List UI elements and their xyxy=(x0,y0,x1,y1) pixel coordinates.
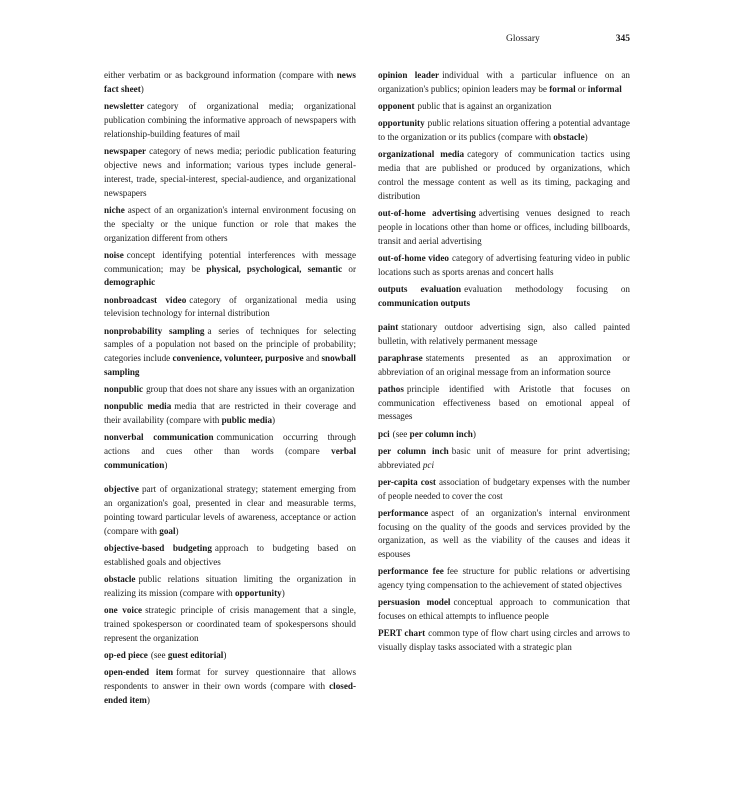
cross-reference: demographic xyxy=(104,277,156,288)
glossary-term: per column inch xyxy=(378,445,449,456)
glossary-entry xyxy=(104,325,356,381)
glossary-term: newsletter xyxy=(104,101,145,111)
cross-reference: snowball sampling xyxy=(104,353,356,378)
glossary-term: objective-based budgeting xyxy=(104,542,212,553)
cross-reference: news fact sheet xyxy=(104,70,356,94)
definition-text: and xyxy=(303,353,322,364)
glossary-term: objective xyxy=(104,484,139,495)
definition-text: format for survey questionnaire that allows respondents to answer in their own words (compare with xyxy=(104,666,356,691)
glossary-term: nonpublic media xyxy=(104,401,172,412)
cross-reference: convenience, volunteer, purposive xyxy=(172,353,304,364)
glossary-entry xyxy=(378,596,630,624)
definition-text: ) xyxy=(472,428,476,439)
definition-text: group that does not share any issues with an organization xyxy=(146,384,355,395)
cross-reference: public media xyxy=(221,415,273,426)
running-head xyxy=(380,34,630,50)
definition-text: public that is against an organization xyxy=(417,101,552,111)
glossary-entry xyxy=(104,204,356,246)
definition-text: category of organizational media; organizational publication combining the informative approach of newspapers with relationship-building features of mail xyxy=(104,101,356,139)
glossary-term: paint xyxy=(378,321,399,332)
glossary-term: PERT chart xyxy=(378,628,426,639)
definition-text: a series of techniques for selecting samples of a population not based on the principle of probability; categories include xyxy=(104,325,357,364)
definition-text: communication occurring through actions and cues other than words (compare xyxy=(104,432,356,457)
definition-text: part of organizational strategy; statement emerging from an organization's goal, presented in clear and measurable terms, pointing toward particular levels of awareness, acceptance or action (compare with xyxy=(104,484,356,536)
glossary-entry xyxy=(104,573,356,601)
glossary-entry xyxy=(104,383,356,397)
glossary-entry xyxy=(378,428,630,442)
definition-text: either verbatim or as background information (compare with xyxy=(104,70,337,80)
cross-reference: guest editorial xyxy=(167,649,224,660)
glossary-entry-continued xyxy=(104,69,356,97)
glossary-term: nonprobability sampling xyxy=(104,325,205,336)
glossary-term: opportunity xyxy=(378,118,425,129)
cross-reference: opportunity xyxy=(235,587,282,598)
definition-text: association of budgetary expenses with the number of people needed to cover the cost xyxy=(378,476,630,501)
glossary-entry xyxy=(104,483,356,539)
glossary-entry xyxy=(378,100,630,114)
glossary-entry xyxy=(378,283,630,311)
cross-reference: goal xyxy=(159,525,176,536)
cross-reference: formal xyxy=(549,83,576,94)
definition-text: ) xyxy=(223,649,227,660)
definition-text: media that are restricted in their coverage and their availability (compare with xyxy=(104,401,356,426)
definition-text: advertising venues designed to reach people in locations other than home or offices, including billboards, transit and aerial advertising xyxy=(378,207,630,246)
cross-reference: physical, psychological, semantic xyxy=(206,263,343,274)
cross-reference: verbal communication xyxy=(104,446,356,471)
definition-text: approach to budgeting based on established goals and objectives xyxy=(104,542,356,567)
definition-text: ) xyxy=(146,694,150,705)
glossary-entry xyxy=(104,649,356,663)
abbreviation: pci xyxy=(422,459,434,470)
glossary-term: performance fee xyxy=(378,566,444,577)
cross-reference: communication outputs xyxy=(378,297,471,308)
cross-reference: closed-ended item xyxy=(104,680,356,705)
cross-reference: informal xyxy=(587,83,622,94)
definition-text: principle identified with Aristotle that focuses on communication effectiveness based on emotional appeal of messages xyxy=(378,383,630,422)
glossary-entry xyxy=(378,321,630,349)
glossary-term: opponent xyxy=(378,101,415,111)
glossary-term: out-of-home video xyxy=(378,252,449,263)
glossary-term: obstacle xyxy=(104,573,136,584)
definition-text: or xyxy=(575,83,588,94)
definition-text: fee structure for public relations or advertising agency tying compensation to the achievement of stated objectives xyxy=(378,566,630,591)
definition-text: ) xyxy=(281,587,285,598)
definition-text: statements presented as an approximation or abbreviation of an original message from an information source xyxy=(378,352,630,377)
glossary-entry xyxy=(378,565,630,593)
cross-reference: obstacle xyxy=(553,132,585,142)
glossary-entry xyxy=(104,145,356,201)
glossary-term: pci xyxy=(378,428,390,439)
glossary-entry xyxy=(378,148,630,204)
glossary-term: persuasion model xyxy=(378,597,451,608)
definition-text: public relations situation offering a potential advantage to the organization or its publics (compare with xyxy=(378,118,630,142)
glossary-term: one voice xyxy=(104,604,143,615)
definition-text: stationary outdoor advertising sign, also called painted bulletin, with relatively permanent message xyxy=(378,321,630,346)
definition-text: strategic principle of crisis management that a single, trained spokesperson or coordinated team of spokespersons should represent the organization xyxy=(104,604,356,643)
glossary-entry xyxy=(104,400,356,428)
definition-text: category of advertising featuring video in public locations such as sports arenas and concert halls xyxy=(378,252,630,277)
glossary-term: noise xyxy=(104,249,124,260)
glossary-column-right xyxy=(378,69,630,658)
glossary-term: pathos xyxy=(378,383,404,394)
glossary-entry xyxy=(378,69,630,97)
glossary-column-left xyxy=(104,69,356,711)
definition-text: aspect of an organization's internal environment focusing on the quality of the goods and services provided by the organization, as well as the viability of the causes and ideas it espouses xyxy=(378,507,630,560)
glossary-entry xyxy=(378,352,630,380)
glossary-term: outputs evaluation xyxy=(378,283,462,294)
glossary-entry xyxy=(378,507,630,563)
glossary-entry xyxy=(104,542,356,570)
definition-text: ) xyxy=(175,525,179,536)
definition-text: conceptual approach to communication that focuses on ethical attempts to influence people xyxy=(378,597,630,622)
definition-text: basic unit of measure for print advertising; abbreviated xyxy=(378,445,630,470)
cross-reference: per column inch xyxy=(409,428,473,439)
glossary-entry xyxy=(378,476,630,504)
glossary-entry xyxy=(104,431,356,473)
definition-text: aspect of an organization's internal environment focusing on the specialty or the unique function or role that makes the organization different from others xyxy=(104,204,356,243)
glossary-term: newspaper xyxy=(104,145,147,156)
glossary-term: opinion leader xyxy=(378,70,440,80)
definition-text: (see xyxy=(150,649,168,660)
glossary-entry xyxy=(104,249,356,291)
definition-text: concept identifying potential interferences with message communication; may be xyxy=(104,249,356,274)
glossary-entry xyxy=(378,383,630,425)
definition-text: category of communication tactics using media that are published or produced by organizations, which control the message content as well as its timing, packaging and distribution xyxy=(378,149,631,201)
glossary-term: nonverbal communication xyxy=(104,432,214,443)
glossary-entry xyxy=(378,207,630,249)
running-head-title: Glossary xyxy=(506,34,540,44)
glossary-entry xyxy=(104,100,356,142)
definition-text: common type of flow chart using circles and arrows to visually display tasks associated with a strategic plan xyxy=(378,628,630,653)
glossary-entry xyxy=(378,252,630,280)
glossary-term: performance xyxy=(378,507,429,518)
definition-text: ) xyxy=(584,132,588,142)
definition-text: category of news media; periodic publication featuring objective news and information; various types include general-interest, trade, special-interest, special-audience, and organizational newspapers xyxy=(104,145,356,198)
definition-text: ) xyxy=(140,83,144,94)
glossary-entry xyxy=(104,294,356,322)
glossary-entry xyxy=(104,666,356,708)
definition-text: evaluation methodology focusing on xyxy=(464,283,630,294)
definition-text: individual with a particular influence on an organization's publics; opinion leaders may be xyxy=(378,70,630,94)
definition-text: category of organizational media using television technology for internal distribution xyxy=(104,294,356,319)
glossary-term: op-ed piece xyxy=(104,649,148,660)
glossary-entry xyxy=(378,445,630,473)
glossary-term: open-ended item xyxy=(104,666,174,677)
glossary-term: per-capita cost xyxy=(378,476,436,487)
glossary-term: out-of-home advertising xyxy=(378,207,476,218)
glossary-entry xyxy=(378,627,630,655)
definition-text: ) xyxy=(164,460,168,471)
glossary-entry xyxy=(378,117,630,145)
glossary-term: niche xyxy=(104,204,125,215)
glossary-entry xyxy=(104,604,356,646)
glossary-term: nonpublic xyxy=(104,384,144,395)
glossary-term: organizational media xyxy=(378,149,465,160)
definition-text: ) xyxy=(272,415,276,426)
page-number: 345 xyxy=(615,34,630,44)
glossary-term: paraphrase xyxy=(378,352,423,363)
definition-text: or xyxy=(342,263,356,274)
definition-text: (see xyxy=(392,428,410,439)
definition-text: public relations situation limiting the organization in realizing its mission (compare with xyxy=(104,573,356,598)
glossary-term: nonbroadcast video xyxy=(104,294,187,305)
